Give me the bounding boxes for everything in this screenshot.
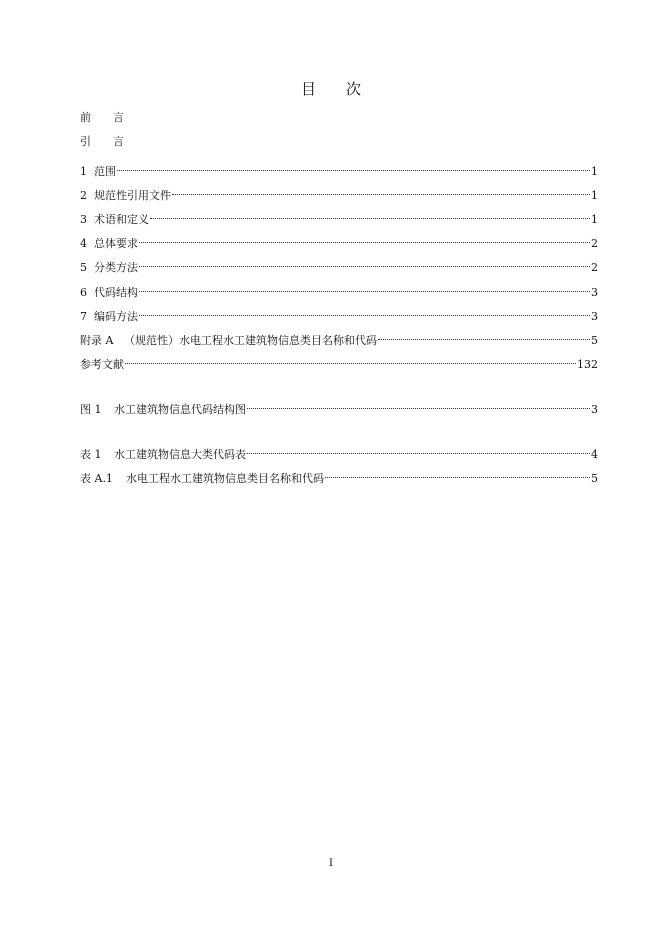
chapter-title: 规范性引用文件 xyxy=(94,189,171,202)
table-prefix: 表 A.1 xyxy=(80,472,113,485)
toc-title-char-2: 次 xyxy=(346,80,362,98)
chapter-title: 总体要求 xyxy=(94,237,138,250)
chapter-number: 3 xyxy=(80,213,87,226)
page-number: 1 xyxy=(591,165,598,178)
figure-prefix: 图 1 xyxy=(80,403,102,416)
toc-title xyxy=(0,78,662,99)
toc-entry-table-a1[interactable] xyxy=(80,466,598,485)
page-number: 1 xyxy=(591,189,598,202)
toc-entry-chapter-1[interactable] xyxy=(80,159,598,178)
dot-leader xyxy=(117,159,590,175)
page-number: 132 xyxy=(577,358,598,371)
toc-entry-introduction[interactable] xyxy=(80,134,598,150)
page-footer-number: I xyxy=(329,858,333,869)
dot-leader xyxy=(139,255,590,271)
chapter-title: 代码结构 xyxy=(94,286,138,299)
toc-entry-table-1[interactable] xyxy=(80,442,598,461)
page-number: 2 xyxy=(591,237,598,250)
page-number: 1 xyxy=(591,213,598,226)
toc-entry-foreword[interactable] xyxy=(80,110,598,126)
toc-entry-appendix-a[interactable] xyxy=(80,328,598,347)
toc-entry-chapter-3[interactable] xyxy=(80,207,598,226)
dot-leader xyxy=(378,328,590,344)
toc-front-char-1: 前 xyxy=(80,111,91,124)
dot-leader xyxy=(172,183,590,199)
dot-leader xyxy=(150,207,590,223)
toc-entry-references[interactable] xyxy=(80,352,598,371)
toc-title-char-1: 目 xyxy=(300,80,316,98)
dot-leader xyxy=(325,466,590,482)
appendix-title: （规范性）水电工程水工建筑物信息类目名称和代码 xyxy=(124,334,377,347)
toc-entry-figure-1[interactable] xyxy=(80,397,598,416)
page-number: 5 xyxy=(591,334,598,347)
toc-entry-chapter-2[interactable] xyxy=(80,183,598,202)
chapter-title: 术语和定义 xyxy=(94,213,149,226)
toc-entry-chapter-5[interactable] xyxy=(80,255,598,274)
dot-leader xyxy=(125,352,576,368)
toc-front-char-1: 引 xyxy=(80,135,91,148)
toc-entry-chapter-7[interactable] xyxy=(80,304,598,323)
page-number: 4 xyxy=(591,448,598,461)
page-number: 2 xyxy=(591,261,598,274)
chapter-number: 1 xyxy=(80,165,87,178)
toc-front-char-2: 言 xyxy=(113,111,124,124)
dot-leader xyxy=(139,304,590,320)
chapter-number: 5 xyxy=(80,261,87,274)
table-title: 水电工程水工建筑物信息类目名称和代码 xyxy=(126,472,324,485)
chapter-title: 编码方法 xyxy=(94,310,138,323)
table-prefix: 表 1 xyxy=(80,448,102,461)
references-title: 参考文献 xyxy=(80,358,124,371)
dot-leader xyxy=(247,442,590,458)
dot-leader xyxy=(139,280,590,296)
chapter-title: 分类方法 xyxy=(94,261,138,274)
figure-title: 水工建筑物信息代码结构图 xyxy=(114,403,246,416)
dot-leader xyxy=(247,397,590,413)
toc-front-char-2: 言 xyxy=(113,135,124,148)
table-title: 水工建筑物信息大类代码表 xyxy=(114,448,246,461)
chapter-number: 2 xyxy=(80,189,87,202)
dot-leader xyxy=(139,231,590,247)
toc-entry-chapter-4[interactable] xyxy=(80,231,598,250)
chapter-number: 7 xyxy=(80,310,87,323)
toc-entry-chapter-6[interactable] xyxy=(80,280,598,299)
page-number: 3 xyxy=(591,310,598,323)
page-number: 5 xyxy=(591,472,598,485)
chapter-title: 范围 xyxy=(94,165,116,178)
page-number: 3 xyxy=(591,286,598,299)
chapter-number: 6 xyxy=(80,286,87,299)
page-number: 3 xyxy=(591,403,598,416)
chapter-number: 4 xyxy=(80,237,87,250)
appendix-prefix: 附录 A xyxy=(80,334,114,347)
